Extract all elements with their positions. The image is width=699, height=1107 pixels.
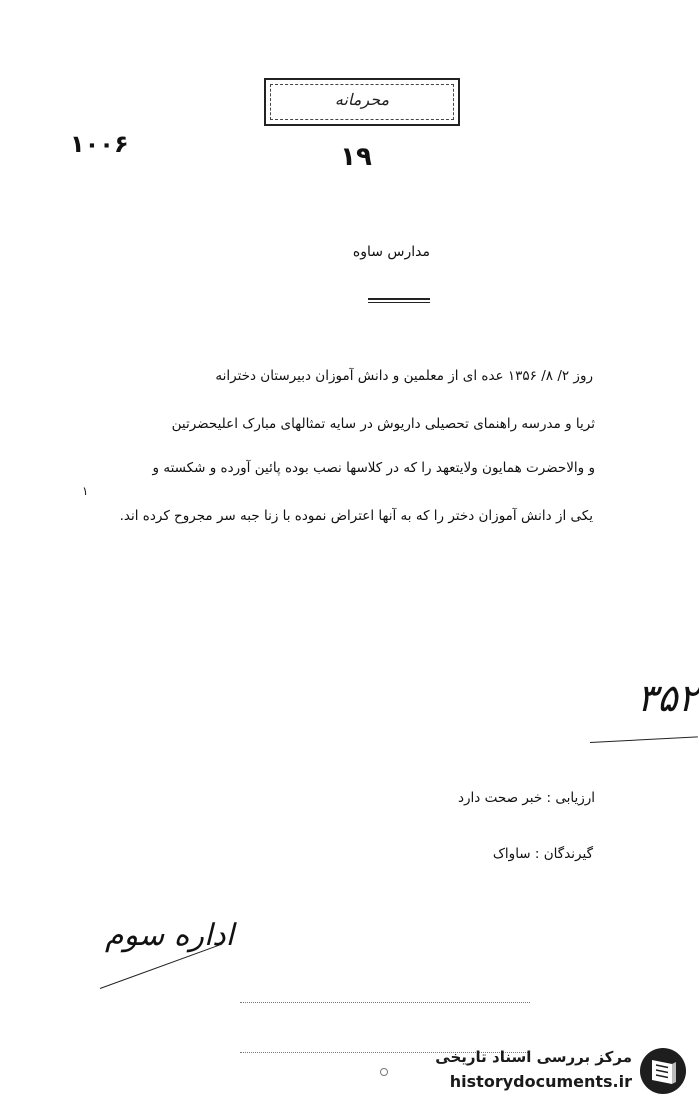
title-underline	[368, 298, 430, 300]
handwritten-underline	[590, 736, 698, 743]
handwritten-note: ۳۵۲	[636, 676, 698, 720]
watermark	[414, 1042, 694, 1100]
archive-logo-icon	[638, 1046, 688, 1096]
watermark-url: historydocuments.ir	[449, 1072, 632, 1091]
signature: اداره سوم	[105, 918, 234, 953]
small-circle-mark	[380, 1068, 388, 1076]
body-line-1: روز ۲/ ۸/ ۱۳۵۶ عده ای از معلمین و دانش آموزان دبیرستان دخترانه	[215, 368, 593, 384]
assessment-line: ارزیابی : خبر صحت دارد	[458, 790, 595, 806]
watermark-title: مرکز بررسی اسناد تاریخی	[435, 1048, 632, 1066]
body-line-3: و والاحضرت همایون ولایتعهد را که در کلاسها نصب بوده پائین آورده و شکسته و	[152, 460, 595, 476]
dotted-divider-1	[240, 1002, 530, 1003]
stamp-text: محرمانه	[334, 90, 390, 109]
title-underline-secondary	[368, 302, 430, 303]
classification-stamp	[264, 78, 460, 126]
body-line-2: ثریا و مدرسه راهنمای تحصیلی داریوش در سایه تمثالهای مبارک اعلیحضرتین	[171, 416, 595, 432]
recipients-line: گیرندگان : ساواک	[492, 846, 593, 862]
body-line-4: یکی از دانش آموزان دختر را که به آنها اعتراض نموده با زنا جبه سر مجروح کرده اند.	[119, 508, 593, 524]
document-number: ۱۰۰۶	[70, 130, 129, 158]
document-title: مدارس ساوه	[352, 244, 430, 260]
margin-mark: ۱	[82, 484, 89, 498]
page-number: ۱۹	[340, 142, 372, 172]
